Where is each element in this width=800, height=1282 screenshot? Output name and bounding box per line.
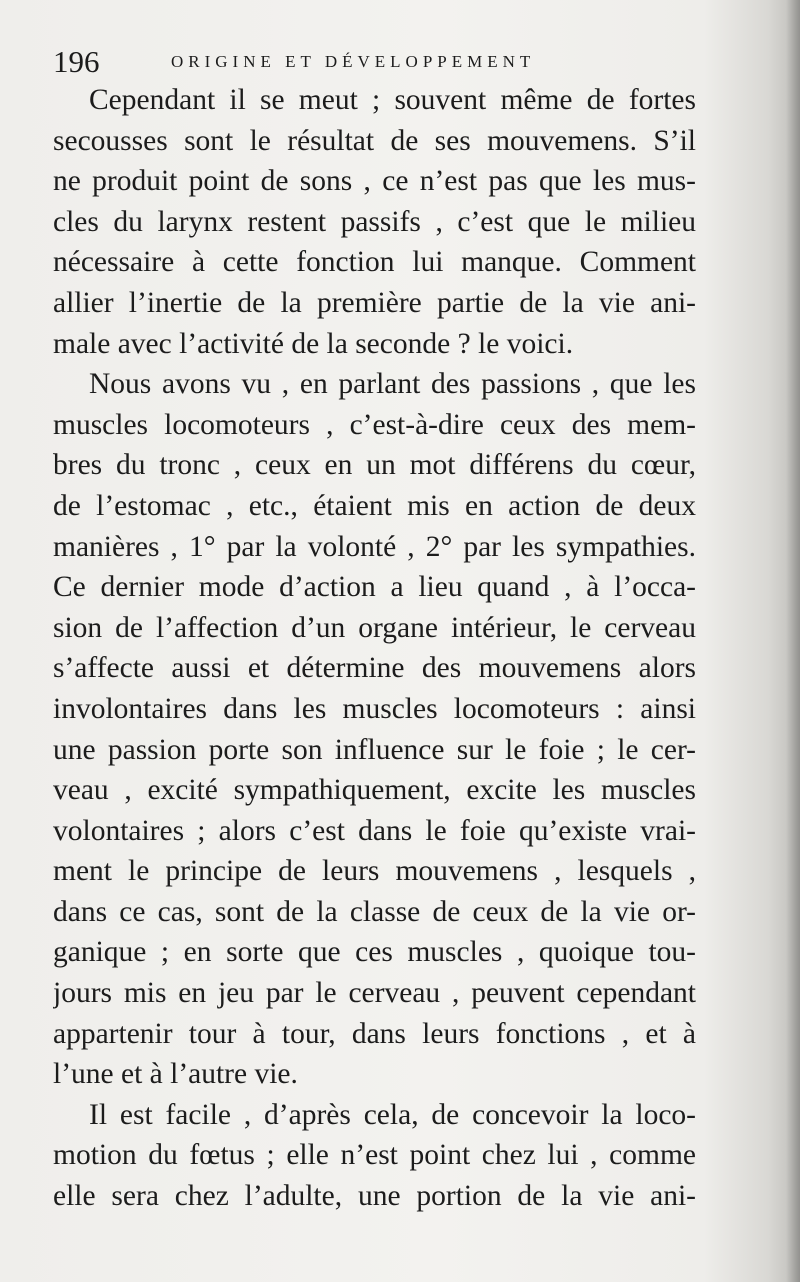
page-header (53, 42, 693, 82)
text-line: allier l’inertie de la première partie de la vie ani- (53, 286, 696, 319)
text-line: s’affecte aussi et détermine des mouvemens alors (53, 652, 696, 685)
body-text (53, 80, 696, 1217)
text-line: ganique ; en sorte que ces muscles , quoique tou- (53, 936, 696, 969)
text-line: involontaires dans les muscles locomoteurs : ainsi (53, 692, 696, 725)
text-line: ment le principe de leurs mouvemens , lesquels , (53, 855, 696, 888)
page-edge-shadow (786, 0, 800, 1282)
text-line: sion de l’affection d’un organe intérieur, le cerveau (53, 611, 696, 644)
text-line: cles du larynx restent passifs , c’est que le milieu (53, 205, 696, 238)
text-line: muscles locomoteurs , c’est-à-dire ceux des mem- (53, 408, 696, 441)
running-title: ORIGINE ET DÉVELOPPEMENT (171, 52, 536, 71)
text-line: veau , excité sympathiquement, excite les muscles (53, 774, 696, 807)
text-line: de l’estomac , etc., étaient mis en action de deux (53, 489, 696, 522)
text-line: une passion porte son influence sur le foie ; le cer- (53, 733, 696, 766)
text-line: Il est facile , d’après cela, de concevoir la loco- (89, 1098, 696, 1131)
text-line: l’une et à l’autre vie. (53, 1058, 298, 1091)
text-line: manières , 1° par la volonté , 2° par les sympathies. (53, 530, 696, 563)
text-line: Cependant il se meut ; souvent même de fortes (89, 84, 696, 116)
text-line: jours mis en jeu par le cerveau , peuvent cependant (53, 977, 696, 1010)
page-number: 196 (53, 44, 100, 79)
text-line: elle sera chez l’adulte, une portion de la vie ani- (53, 1180, 696, 1213)
text-line: nécessaire à cette fonction lui manque. Comment (53, 246, 696, 279)
text-line: bres du tronc , ceux en un mot différens du cœur, (53, 449, 696, 482)
text-line: Nous avons vu , en parlant des passions , que les (89, 368, 696, 401)
text-line: dans ce cas, sont de la classe de ceux de la vie or- (53, 895, 696, 928)
text-line: secousses sont le résultat de ses mouvemens. S’il (53, 124, 696, 157)
text-line: volontaires ; alors c’est dans le foie qu’existe vrai- (53, 814, 696, 847)
text-line: Ce dernier mode d’action a lieu quand , à l’occa- (53, 571, 696, 604)
text-line: appartenir tour à tour, dans leurs fonctions , et à (53, 1017, 696, 1050)
text-line: motion du fœtus ; elle n’est point chez lui , comme (53, 1139, 696, 1172)
text-line: ne produit point de sons , ce n’est pas que les mus- (53, 165, 696, 198)
text-line: male avec l’activité de la seconde ? le voici. (53, 327, 574, 360)
